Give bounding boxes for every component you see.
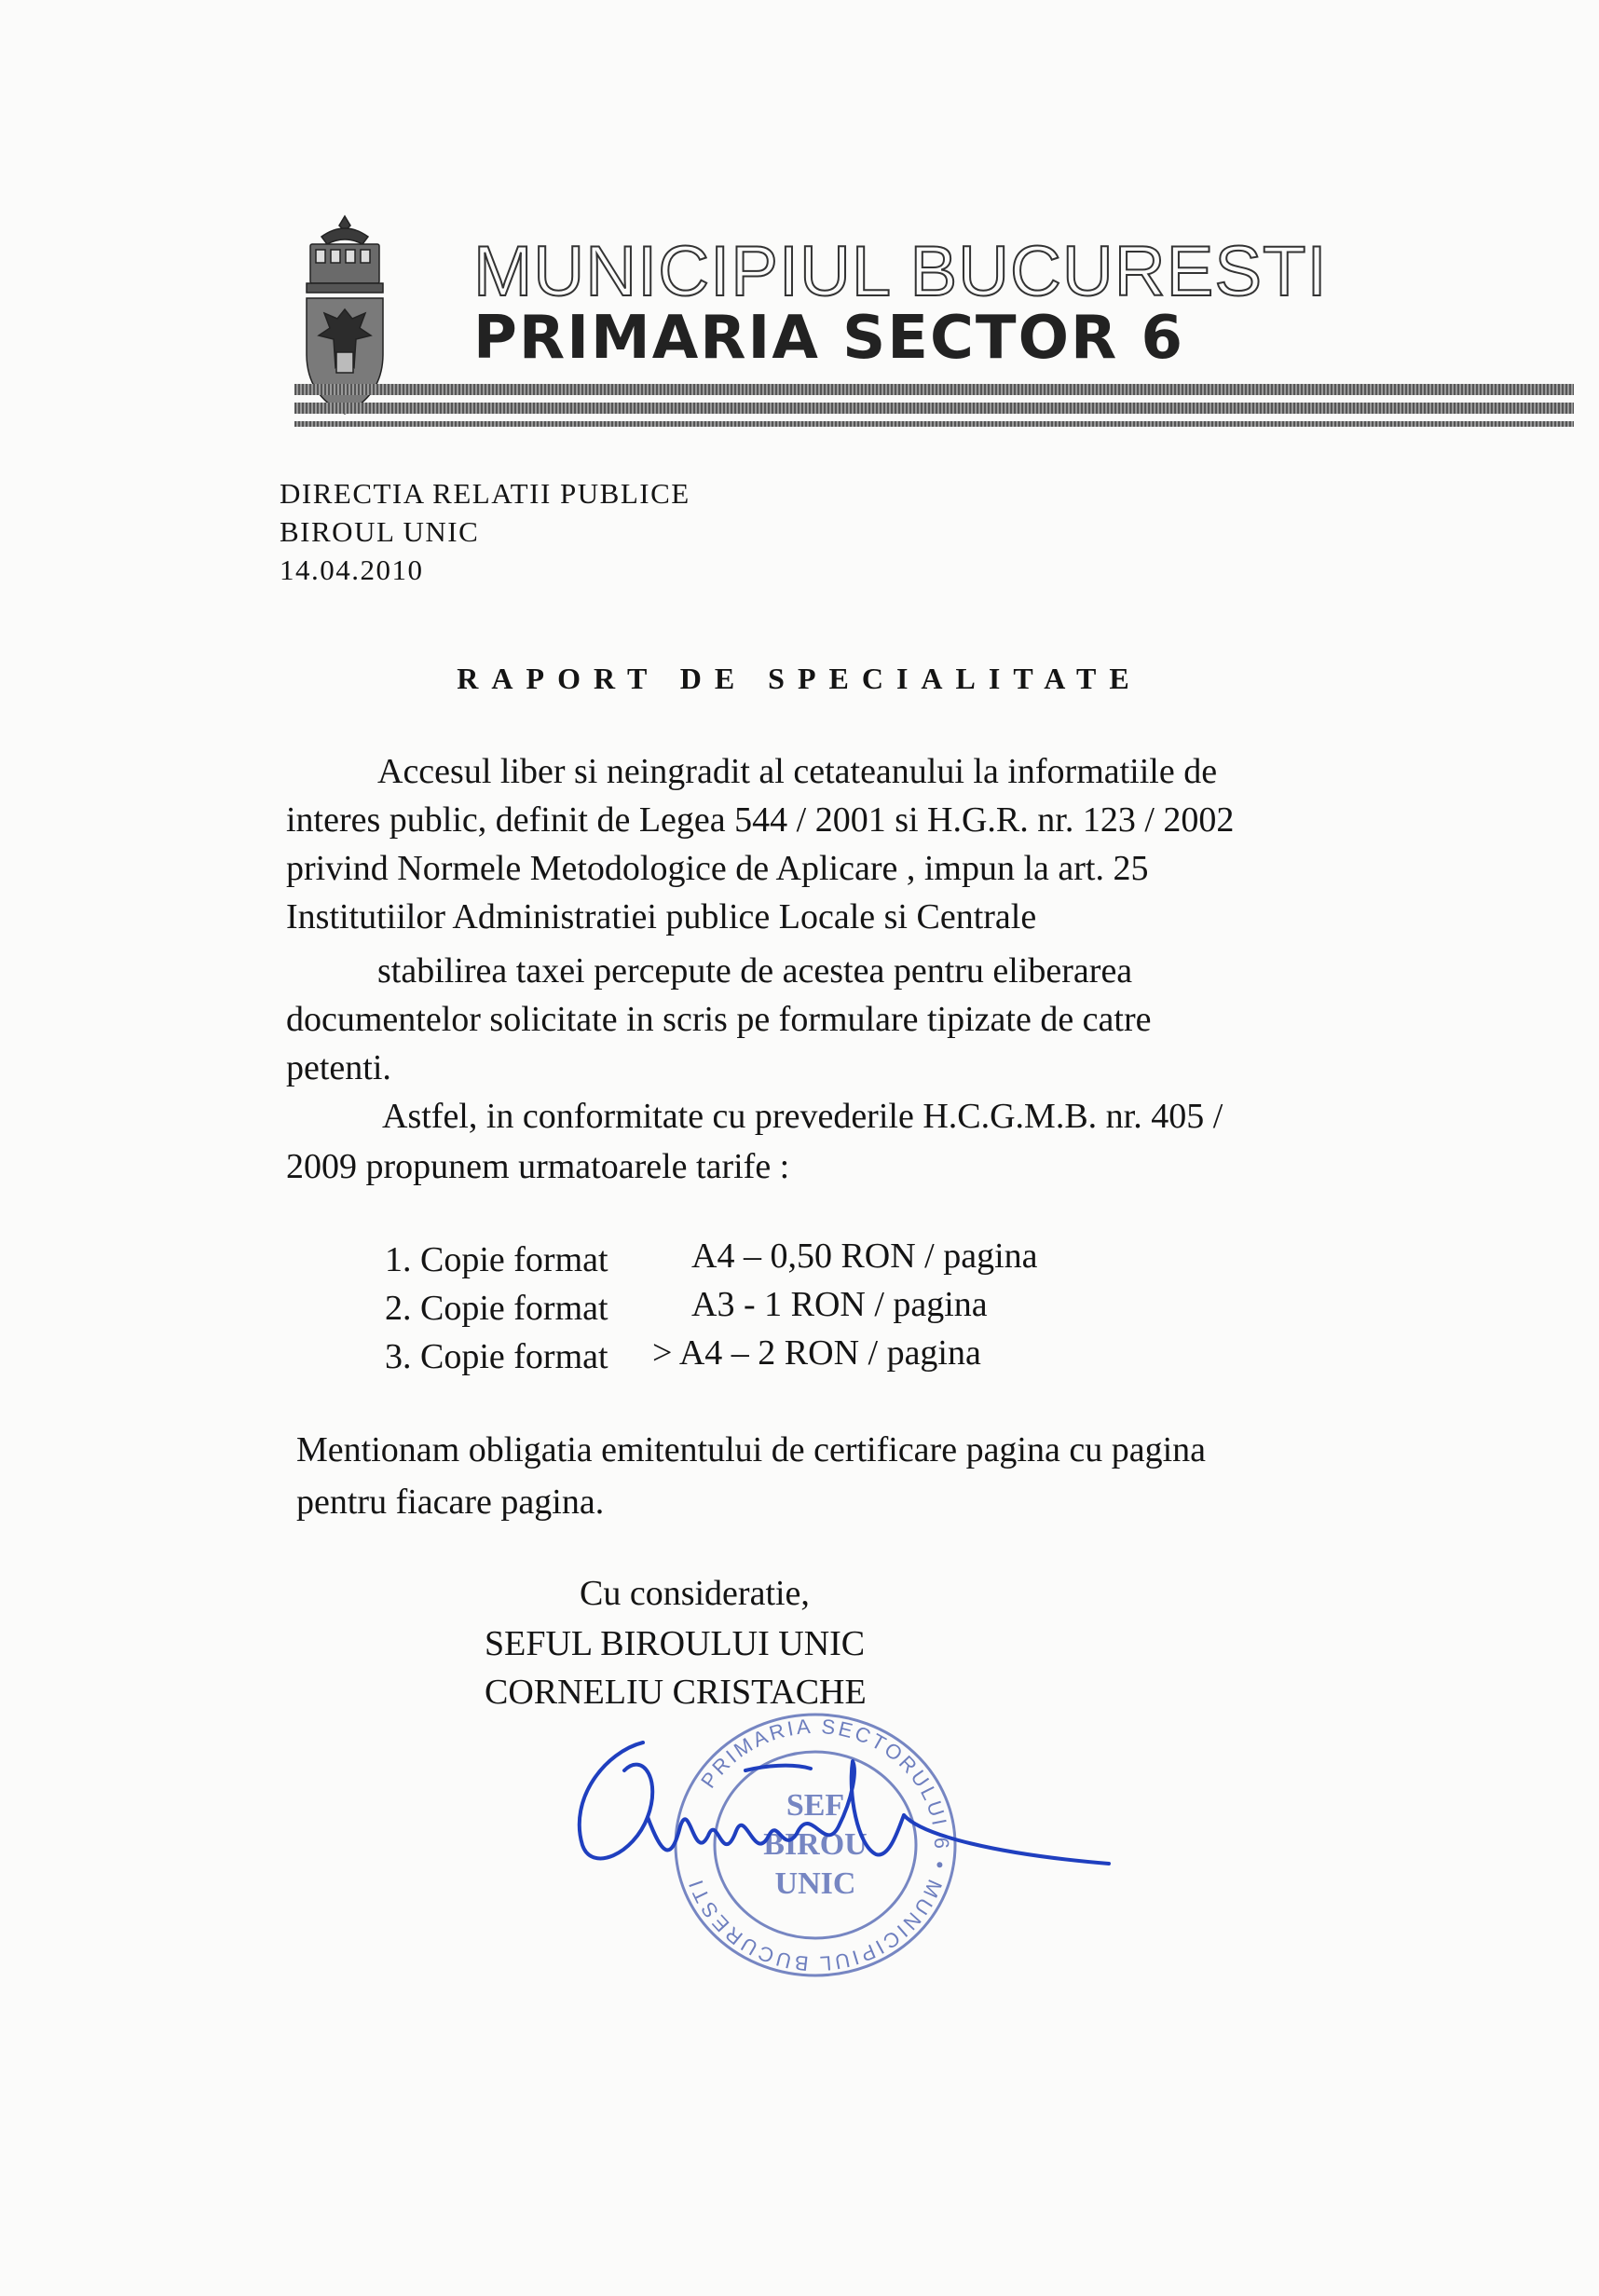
body-line: Institutiilor Administratiei publice Locale si Centrale: [286, 897, 1037, 936]
body-line: interes public, definit de Legea 544 / 2001 si H.G.R. nr. 123 / 2002: [286, 800, 1235, 840]
stamp-line: SEF: [786, 1788, 845, 1823]
body-line: 2009 propunem urmatoarele tarife :: [286, 1147, 790, 1186]
signatory-name: CORNELIU CRISTACHE: [485, 1673, 867, 1712]
municipality-heading: MUNICIPIUL BUCURESTI: [473, 232, 1328, 311]
document-title: RAPORT DE SPECIALITATE: [457, 662, 1142, 695]
header-divider: [294, 384, 1574, 434]
document-date: 14.04.2010: [280, 554, 424, 586]
body-line: stabilirea taxei percepute de acestea pentru eliberarea: [377, 951, 1133, 991]
department-line: DIRECTIA RELATII PUBLICE: [280, 477, 690, 510]
salutation: Cu consideratie,: [580, 1574, 810, 1613]
body-line: documentelor solicitate in scris pe formulare tipizate de catre: [286, 1000, 1152, 1039]
stamp-line: BIROU: [763, 1827, 868, 1862]
tariff-detail: A4 – 0,50 RON / pagina: [691, 1237, 1038, 1276]
body-line: Astfel, in conformitate cu prevederile H.C.G.M.B. nr. 405 /: [382, 1097, 1223, 1136]
closing-line: pentru fiacare pagina.: [296, 1483, 605, 1522]
tariff-detail: A3 - 1 RON / pagina: [691, 1285, 988, 1324]
institution-heading: PRIMARIA SECTOR 6: [473, 304, 1185, 373]
body-line: petenti.: [286, 1048, 391, 1087]
office-line: BIROUL UNIC: [280, 515, 480, 548]
closing-line: Mentionam obligatia emitentului de certificare pagina cu pagina: [296, 1430, 1207, 1469]
body-line: privind Normele Metodologice de Aplicare , impun la art. 25: [286, 849, 1149, 888]
handwritten-signature: [531, 1715, 1128, 1910]
tariff-item: 1. Copie format: [385, 1240, 608, 1279]
body-line: Accesul liber si neingradit al cetateanului la informatiile de: [377, 752, 1218, 791]
tariff-item: 3. Copie format: [385, 1337, 608, 1376]
tariff-item: 2. Copie format: [385, 1289, 608, 1328]
signatory-position: SEFUL BIROULUI UNIC: [485, 1624, 866, 1663]
stamp-ring-text: PRIMARIA SECTORULUI 6 • MUNICIPIUL BUCURESTI: [683, 1714, 954, 1976]
tariff-detail: > A4 – 2 RON / pagina: [652, 1333, 981, 1373]
stamp-line: UNIC: [774, 1866, 856, 1901]
